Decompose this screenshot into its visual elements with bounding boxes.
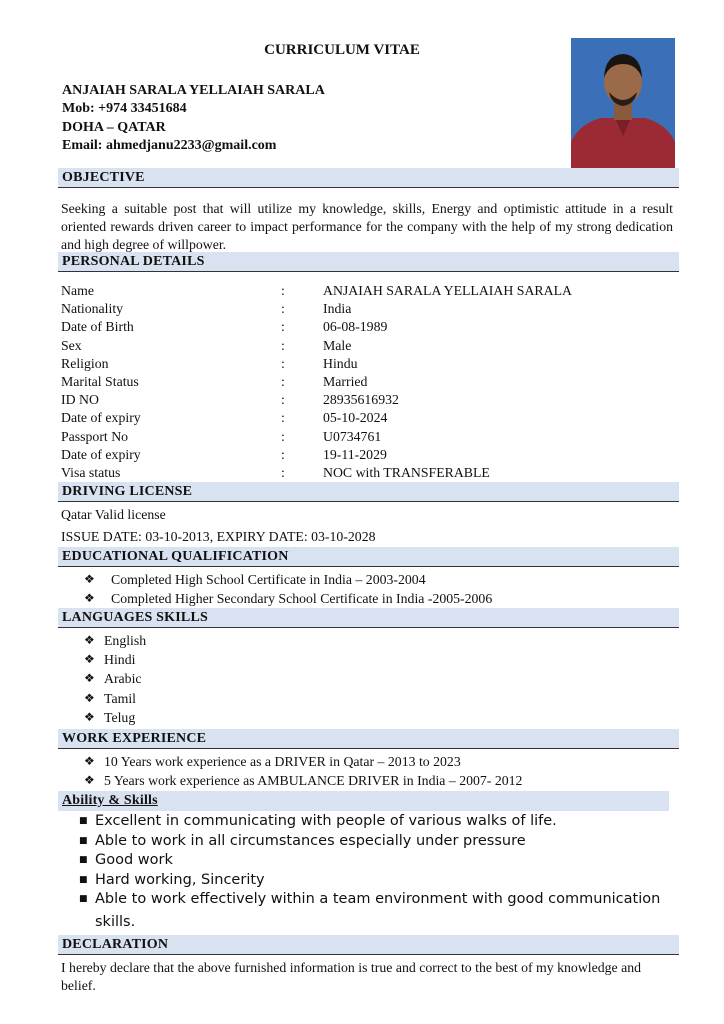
detail-label: Religion (61, 355, 109, 371)
diamond-bullet-icon: ❖ (84, 773, 95, 787)
detail-row (61, 337, 673, 355)
detail-colon: : (281, 392, 285, 408)
detail-row (61, 282, 673, 300)
detail-row (61, 300, 673, 318)
detail-label: Sex (61, 337, 82, 353)
square-bullet-icon: ■ (79, 816, 88, 826)
section-personal-details: PERSONAL DETAILS (58, 252, 679, 272)
diamond-bullet-icon: ❖ (84, 572, 95, 586)
ability-item-text: Excellent in communicating with people of various walks of life. (95, 813, 557, 829)
detail-colon: : (281, 319, 285, 335)
detail-label: Nationality (61, 301, 124, 317)
document-title: CURRICULUM VITAE (264, 42, 420, 58)
detail-colon: : (281, 465, 285, 480)
detail-value: Hindu (323, 355, 358, 371)
detail-row (61, 446, 673, 464)
language-item-text: Hindi (104, 652, 136, 668)
language-item-text: Arabic (104, 671, 142, 687)
detail-value: Male (323, 337, 352, 353)
language-item-text: Telug (104, 709, 136, 725)
detail-label: Visa status (61, 465, 121, 480)
language-item-text: Tamil (104, 690, 136, 706)
detail-row (61, 355, 673, 373)
detail-value: India (323, 301, 352, 317)
detail-value: 05-10-2024 (323, 410, 388, 426)
objective-text: Seeking a suitable post that will utilize my knowledge, skills, Energy and optimistic attitude in a result oriented rewards driven career to impact performance for the company with the help of my strong dedication and high degree of willpower. (61, 201, 673, 252)
education-item-text: Completed Higher Secondary School Certificate in India -2005-2006 (111, 591, 493, 606)
section-driving-license: DRIVING LICENSE (58, 482, 679, 502)
detail-value: NOC with TRANSFERABLE (323, 465, 490, 480)
diamond-bullet-icon: ❖ (84, 671, 95, 686)
detail-colon: : (281, 446, 285, 462)
detail-row (61, 428, 673, 446)
square-bullet-icon: ■ (79, 874, 88, 885)
section-declaration: DECLARATION (58, 935, 679, 955)
detail-row (61, 373, 673, 391)
driving-line: ISSUE DATE: 03-10-2013, EXPIRY DATE: 03-10-2028 (61, 529, 376, 544)
detail-row (61, 409, 673, 427)
ability-wrap-text: skills. (95, 914, 136, 930)
detail-colon: : (281, 374, 285, 389)
driving-line: Qatar Valid license (61, 507, 166, 522)
section-education: EDUCATIONAL QUALIFICATION (58, 547, 679, 567)
diamond-bullet-icon: ❖ (84, 709, 95, 724)
square-bullet-icon: ■ (79, 855, 88, 866)
detail-colon: : (281, 428, 285, 444)
detail-value: 19-11-2029 (323, 446, 387, 462)
diamond-bullet-icon: ❖ (84, 652, 95, 667)
detail-colon: : (281, 355, 285, 371)
detail-row (61, 464, 673, 482)
diamond-bullet-icon: ❖ (84, 633, 95, 647)
work-item-text: 10 Years work experience as a DRIVER in Qatar – 2013 to 2023 (104, 754, 461, 769)
profile-photo (571, 38, 675, 168)
detail-value: Married (323, 374, 368, 389)
detail-value: U0734761 (323, 428, 382, 444)
detail-label: ID NO (61, 392, 99, 408)
ability-item-text: Good work (95, 852, 173, 869)
section-objective: OBJECTIVE (58, 168, 679, 188)
detail-label: Date of Birth (61, 319, 134, 335)
ability-item-text: Able to work effectively within a team environment with good communication (95, 891, 661, 908)
detail-value: 06-08-1989 (323, 319, 388, 335)
declaration-text: I hereby declare that the above furnished information is true and correct to the best of my knowledge and belief. (61, 960, 642, 993)
detail-colon: : (281, 283, 285, 298)
language-item-text: English (104, 633, 147, 648)
detail-value: ANJAIAH SARALA YELLAIAH SARALA (323, 283, 572, 298)
ability-item-text: Hard working, Sincerity (95, 871, 265, 888)
detail-colon: : (281, 337, 285, 353)
detail-value: 28935616932 (323, 392, 399, 408)
education-item-text: Completed High School Certificate in India – 2003-2004 (111, 572, 426, 587)
candidate-name: ANJAIAH SARALA YELLAIAH SARALA (62, 83, 325, 98)
diamond-bullet-icon: ❖ (84, 690, 95, 705)
work-item-text: 5 Years work experience as AMBULANCE DRIVER in India – 2007- 2012 (104, 773, 523, 788)
square-bullet-icon: ■ (79, 894, 88, 905)
detail-row (61, 318, 673, 336)
section-languages: LANGUAGES SKILLS (58, 608, 679, 628)
section-work-experience: WORK EXPERIENCE (58, 729, 679, 749)
detail-label: Name (61, 283, 94, 298)
section-ability-skills: Ability & Skills (58, 791, 669, 811)
mobile-number: Mob: +974 33451684 (62, 101, 187, 116)
detail-colon: : (281, 301, 285, 317)
square-bullet-icon: ■ (79, 835, 88, 846)
diamond-bullet-icon: ❖ (84, 591, 95, 605)
detail-label: Date of expiry (61, 410, 141, 426)
detail-colon: : (281, 410, 285, 426)
diamond-bullet-icon: ❖ (84, 754, 95, 768)
detail-label: Date of expiry (61, 446, 141, 462)
detail-row (61, 391, 673, 409)
detail-label: Passport No (61, 428, 129, 444)
email: Email: ahmedjanu2233@gmail.com (62, 138, 277, 153)
detail-label: Marital Status (61, 374, 139, 389)
ability-item-text: Able to work in all circumstances especially under pressure (95, 832, 526, 849)
location: DOHA – QATAR (62, 120, 166, 135)
